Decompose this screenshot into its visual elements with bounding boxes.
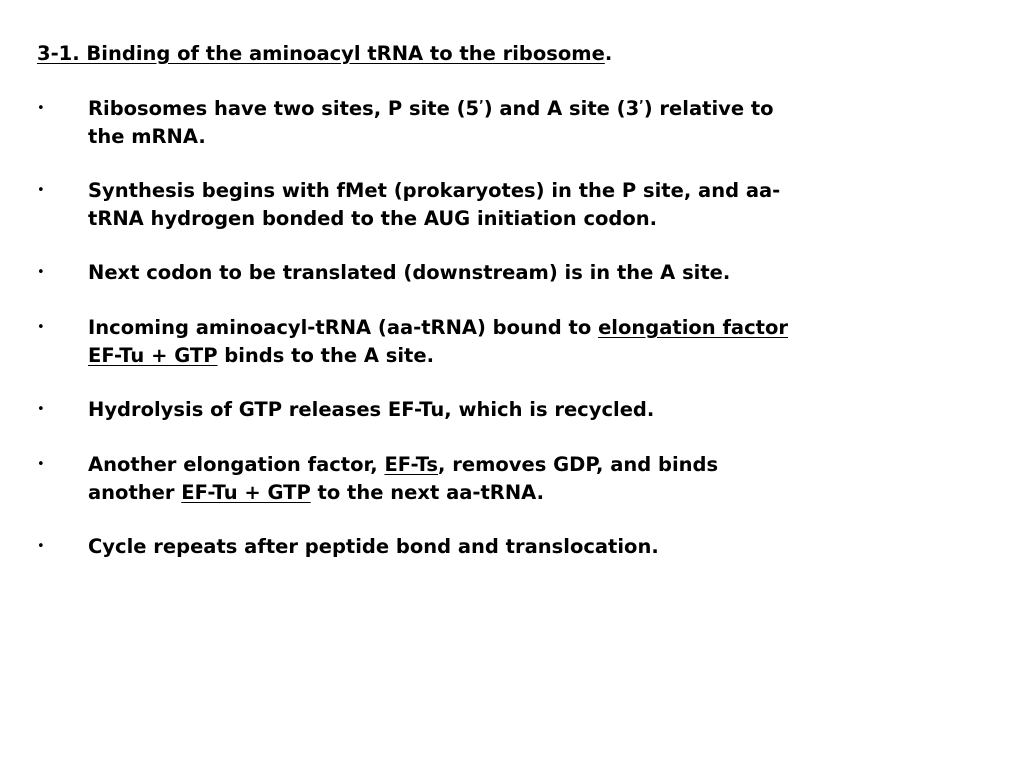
- text-run: binds to the A site.: [217, 343, 435, 367]
- prime-mark: ’: [639, 98, 644, 112]
- text-run: Ribosomes have two sites, P site (5: [88, 97, 480, 120]
- underlined-term: EF-Tu + GTP: [181, 480, 311, 504]
- bullet-marker: •: [37, 320, 45, 335]
- bullet-line: the mRNA.: [88, 124, 206, 148]
- bullet-marker: •: [37, 539, 45, 554]
- bullet-text: [88, 314, 928, 369]
- text-run: Another elongation factor,: [88, 453, 385, 476]
- underlined-term: EF-Ts: [384, 453, 439, 476]
- bullet-line: [88, 95, 928, 123]
- bullet-line: Synthesis begins with fMet (prokaryotes) in the P site, and aa-: [88, 179, 781, 202]
- prime-mark: ’: [479, 98, 484, 112]
- bullet-marker: •: [37, 457, 45, 472]
- bullet-line: Cycle repeats after peptide bond and translocation.: [88, 535, 659, 558]
- text-run: another: [88, 480, 182, 504]
- text-run: Incoming aminoacyl-tRNA (aa-tRNA) bound to: [88, 316, 599, 339]
- bullet-marker: •: [37, 402, 45, 417]
- bullet-line: [88, 479, 928, 507]
- bullet-text: [88, 95, 928, 150]
- bullet-line: tRNA hydrogen bonded to the AUG initiation codon.: [88, 206, 658, 230]
- bullet-line: [88, 342, 928, 370]
- slide-title-period: .: [604, 42, 613, 65]
- bullet-marker: •: [37, 265, 45, 280]
- bullet-text: [88, 396, 928, 424]
- bullet-text: [88, 451, 928, 506]
- slide-title-text: 3-1. Binding of the aminoacyl tRNA to the ribosome: [37, 42, 605, 65]
- underlined-term: elongation factor: [598, 316, 788, 339]
- bullet-line: Next codon to be translated (downstream) is in the A site.: [88, 261, 731, 284]
- bullet-line: Hydrolysis of GTP releases EF-Tu, which is recycled.: [88, 398, 655, 421]
- bullet-text: [88, 259, 928, 287]
- text-run: ) relative to: [643, 97, 774, 120]
- bullet-text: [88, 533, 928, 561]
- slide-title: [37, 40, 612, 67]
- bullet-line: [88, 451, 928, 479]
- text-run: ) and A site (3: [483, 97, 640, 120]
- bullet-text: [88, 177, 928, 232]
- bullet-line: [88, 314, 928, 342]
- underlined-term: EF-Tu + GTP: [88, 343, 218, 367]
- bullet-marker: •: [37, 101, 45, 116]
- text-run: , removes GDP, and binds: [438, 453, 719, 476]
- bullet-marker: •: [37, 183, 45, 198]
- text-run: to the next aa-tRNA.: [310, 480, 545, 504]
